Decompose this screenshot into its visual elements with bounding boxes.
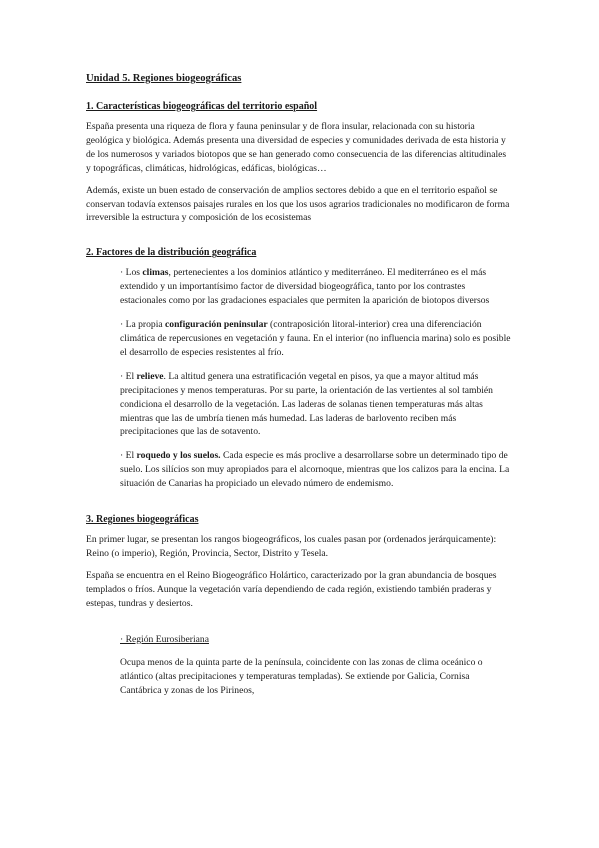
- factor-text: (contraposición litoral-interior) crea una diferenciación climática de repercusiones en vegetación y fauna. En el interior (no influencia marina) solo es posible el desarrollo de especies resistentes al frío.: [120, 319, 511, 358]
- factor-text: . La altitud genera una estratificación vegetal en pisos, ya que a mayor altitud más precipitaciones y menos temperaturas. Por su parte, la orientación de las vertientes al sol también condiciona el desarrollo de la vegetación. Las laderas de solanas tienen temperaturas más altas mientras que las de umbría tienen más humedad. Las laderas de barlovento reciben más precipitaciones que las de sotavento.: [120, 370, 493, 438]
- section-1-heading: 1. Características biogeográficas del territorio español: [86, 101, 318, 112]
- factor-item: [120, 266, 513, 308]
- document-title: Unidad 5. Regiones biogeográficas: [86, 73, 242, 84]
- factor-keyword: roquedo y los suelos.: [136, 450, 221, 462]
- section-3-paragraph-2: España se encuentra en el Reino Biogeográfico Holártico, caracterizado por la gran abundancia de bosques templados o fríos. Aunque la vegetación varía dependiendo de cada región, existiendo también praderas y estepas, tundras y desiertos.: [86, 569, 497, 609]
- region-title: · Región Eurosiberiana: [120, 633, 209, 645]
- factor-keyword: climas: [142, 267, 169, 279]
- factor-prefix: · Los: [120, 267, 143, 279]
- factor-item: [120, 449, 513, 491]
- factor-prefix: · El: [120, 370, 137, 382]
- factor-prefix: · El: [120, 450, 137, 462]
- factor-keyword: configuración peninsular: [165, 319, 268, 331]
- section-2-heading: 2. Factores de la distribución geográfica: [86, 247, 257, 259]
- factor-item: [120, 318, 513, 360]
- section-1-paragraph-2: Además, existe un buen estado de conservación de amplios sectores debido a que en el territorio español se conservan todavía extensos paisajes rurales en los que los usos agrarios tradicionales no modificaron de forma irreversible la estructura y composición de los ecosistemas: [86, 184, 510, 224]
- section-3-heading: 3. Regiones biogeográficas: [86, 514, 199, 526]
- factor-item: [120, 370, 513, 440]
- factor-prefix: · La propia: [120, 319, 166, 331]
- factors-list: [120, 266, 513, 491]
- region-eurosiberiana: [120, 633, 513, 699]
- factor-text: Cada especie es más proclive a desarrollarse sobre un determinado tipo de suelo. Los silícios son muy apropiados para el alcornoque, mientras que los calizos para la encina. La situación de Canarias ha propiciado un elevado número de endemismo.: [120, 450, 510, 490]
- factor-text: , pertenecientes a los dominios atlántico y mediterráneo. El mediterráneo es el más extendido y un importantísimo factor de diversidad biogeográfica, tanto por los contrastes estacionales como por las gradaciones espaciales que permiten la aparición de biotopos diversos: [120, 267, 490, 307]
- region-description: Ocupa menos de la quinta parte de la península, coincidente con las zonas de clima oceánico o atlántico (altas precipitaciones y temperaturas templadas). Se extiende por Galicia, Cornisa Cantábrica y zonas de los Pirineos,: [120, 657, 483, 697]
- factor-keyword: relieve: [136, 370, 164, 382]
- section-1-paragraph-1: España presenta una riqueza de flora y fauna peninsular y de flora insular, relacionada con su historia geológica y biológica. Además presenta una diversidad de especies y comunidades derivada de esta historia y de los numerosos y variados biotopos que se han generado como consecuencia de las diferencias altitudinales y topográficas, climáticas, hidrológicas, edáficas, biológicas…: [86, 121, 507, 174]
- section-3-paragraph-1: En primer lugar, se presentan los rangos biogeográficos, los cuales pasan por (ordenados jerárquicamente): Reino (o imperio), Región, Provincia, Sector, Distrito y Tesela.: [86, 534, 497, 559]
